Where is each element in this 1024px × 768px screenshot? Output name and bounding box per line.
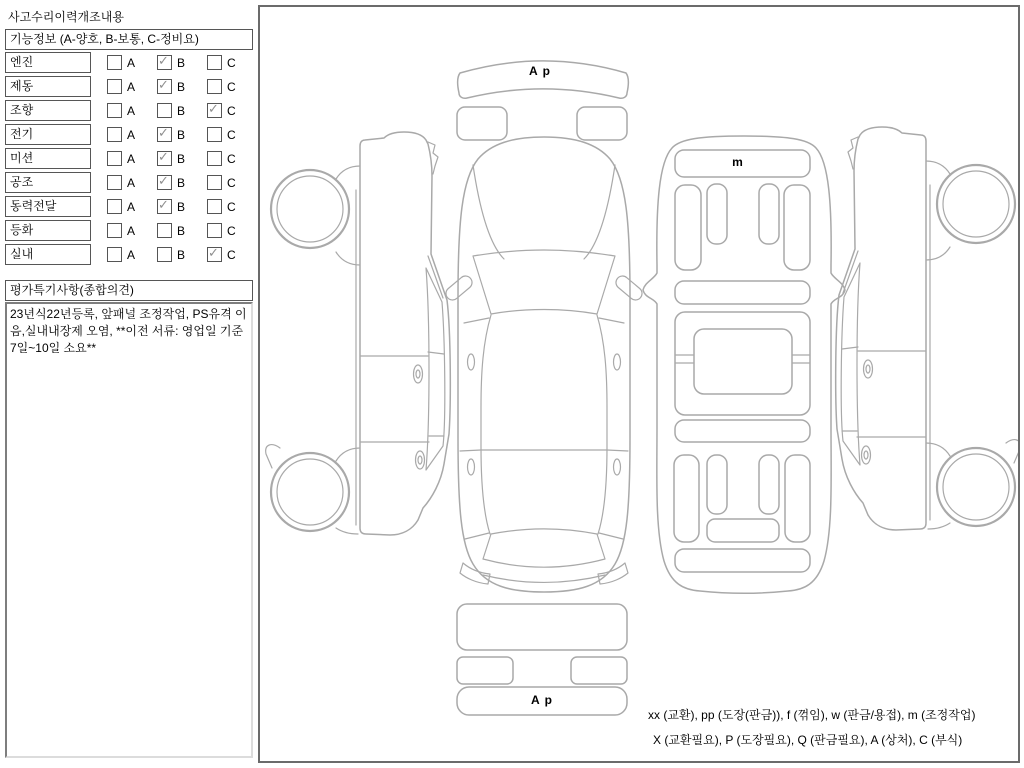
checkbox-option-c[interactable] [207,54,236,72]
checkbox-label: C [227,199,236,214]
vehicle-diagram [260,7,1018,761]
function-info-header: 기능정보 (A-양호, B-보통, C-정비요) [5,29,253,50]
checkbox-label: B [177,103,186,118]
checkbox-label: C [227,127,236,142]
checkbox-label: B [177,175,186,190]
checkbox-label: A [127,79,136,94]
checkbox-option-a[interactable] [107,246,135,264]
checkbox[interactable] [207,247,222,262]
function-row [5,172,255,196]
checkbox[interactable] [207,79,222,94]
function-row [5,220,255,244]
checkbox-label: A [127,199,136,214]
checkbox-option-b[interactable] [157,174,185,192]
checkbox-label: B [177,127,186,142]
checkbox[interactable] [157,199,172,214]
checkbox-option-b[interactable] [157,102,185,120]
function-row [5,52,255,76]
checkbox-label: A [127,55,136,70]
checkbox[interactable] [157,175,172,190]
checkbox[interactable] [107,175,122,190]
checkbox-label: A [127,175,136,190]
rear-bumper-mark: A p [531,693,553,707]
checkbox-option-c[interactable] [207,78,236,96]
checkbox-label: A [127,151,136,166]
function-row [5,196,255,220]
checkbox[interactable] [207,223,222,238]
underbody-mark: m [732,155,744,169]
checkbox[interactable] [207,199,222,214]
checkbox[interactable] [207,151,222,166]
checkbox-option-b[interactable] [157,54,185,72]
checkbox-option-b[interactable] [157,222,185,240]
function-row-label: 미션 [5,148,91,169]
function-row [5,124,255,148]
legend-line-1: xx (교환), pp (도장(판금)), f (꺾임), w (판금/용접), m (조정작업) [648,708,976,722]
checkbox-label: C [227,247,236,262]
checkbox[interactable] [207,103,222,118]
checkbox-option-a[interactable] [107,174,135,192]
checkbox-label: C [227,79,236,94]
check-mark: ✓ [158,53,169,69]
checkbox-label: A [127,103,136,118]
function-rows [5,52,255,268]
checkbox-label: B [177,79,186,94]
checkbox-option-c[interactable] [207,198,236,216]
function-row [5,244,255,268]
checkbox[interactable] [107,79,122,94]
checkbox[interactable] [107,103,122,118]
checkbox-option-b[interactable] [157,126,185,144]
checkbox-label: C [227,55,236,70]
checkbox-label: C [227,151,236,166]
checkbox[interactable] [107,247,122,262]
checkbox-label: C [227,103,236,118]
checkbox-option-a[interactable] [107,102,135,120]
checkbox[interactable] [157,151,172,166]
check-mark: ✓ [158,173,169,189]
check-mark: ✓ [208,245,219,261]
side-view-right [836,127,1018,530]
checkbox[interactable] [157,55,172,70]
checkbox[interactable] [107,55,122,70]
checkbox[interactable] [157,103,172,118]
checkbox-label: C [227,175,236,190]
checkbox[interactable] [157,247,172,262]
check-mark: ✓ [158,197,169,213]
checkbox-option-c[interactable] [207,222,236,240]
checkbox-option-a[interactable] [107,222,135,240]
checkbox-option-b[interactable] [157,246,185,264]
checkbox-option-c[interactable] [207,102,236,120]
function-row-label: 실내 [5,244,91,265]
checkbox-option-a[interactable] [107,126,135,144]
function-row [5,148,255,172]
checkbox[interactable] [207,55,222,70]
checkbox[interactable] [207,127,222,142]
side-view-left [266,132,451,535]
checkbox-label: B [177,223,186,238]
checkbox-option-b[interactable] [157,150,185,168]
checkbox-label: A [127,247,136,262]
evaluation-notes-header: 평가특기사항(종합의견) [5,280,253,301]
checkbox-option-c[interactable] [207,174,236,192]
function-row-label: 조향 [5,100,91,121]
checkbox-option-c[interactable] [207,150,236,168]
function-row-label: 등화 [5,220,91,241]
function-row [5,76,255,100]
vehicle-diagram-panel [258,5,1020,763]
checkbox-label: A [127,223,136,238]
checkbox-option-a[interactable] [107,78,135,96]
checkbox-option-c[interactable] [207,126,236,144]
function-row-label: 전기 [5,124,91,145]
checkbox-option-b[interactable] [157,78,185,96]
function-row-label: 공조 [5,172,91,193]
checkbox-label: B [177,55,186,70]
checkbox[interactable] [157,223,172,238]
checkbox-option-a[interactable] [107,150,135,168]
check-mark: ✓ [208,101,219,117]
checkbox[interactable] [157,79,172,94]
underbody-view [643,136,845,593]
check-mark: ✓ [158,149,169,165]
checkbox[interactable] [107,127,122,142]
checkbox-label: B [177,199,186,214]
checkbox[interactable] [207,175,222,190]
checkbox-label: A [127,127,136,142]
checkbox-label: C [227,223,236,238]
evaluation-notes-text[interactable]: 23년식22년등록, 앞패널 조정작업, PS유격 이음,실내내장제 오염, **이전 서류: 영업일 기준 7일~10일 소요** [5,302,253,758]
checkbox[interactable] [157,127,172,142]
front-bumper-mark: A p [529,64,551,78]
legend-line-2: X (교환필요), P (도장필요), Q (판금필요), A (상처), C (부식) [653,733,963,747]
checkbox-label: B [177,151,186,166]
checkbox-option-b[interactable] [157,198,185,216]
top-view [443,137,644,592]
function-row [5,100,255,124]
function-row-label: 동력전달 [5,196,91,217]
checkbox-option-c[interactable] [207,246,236,264]
checkbox-option-a[interactable] [107,198,135,216]
check-mark: ✓ [158,125,169,141]
check-mark: ✓ [158,77,169,93]
checkbox[interactable] [107,199,122,214]
page-title: 사고수리이력개조내용 [8,10,124,24]
checkbox-label: B [177,247,186,262]
function-row-label: 제동 [5,76,91,97]
function-row-label: 엔진 [5,52,91,73]
checkbox[interactable] [107,151,122,166]
checkbox[interactable] [107,223,122,238]
checkbox-option-a[interactable] [107,54,135,72]
